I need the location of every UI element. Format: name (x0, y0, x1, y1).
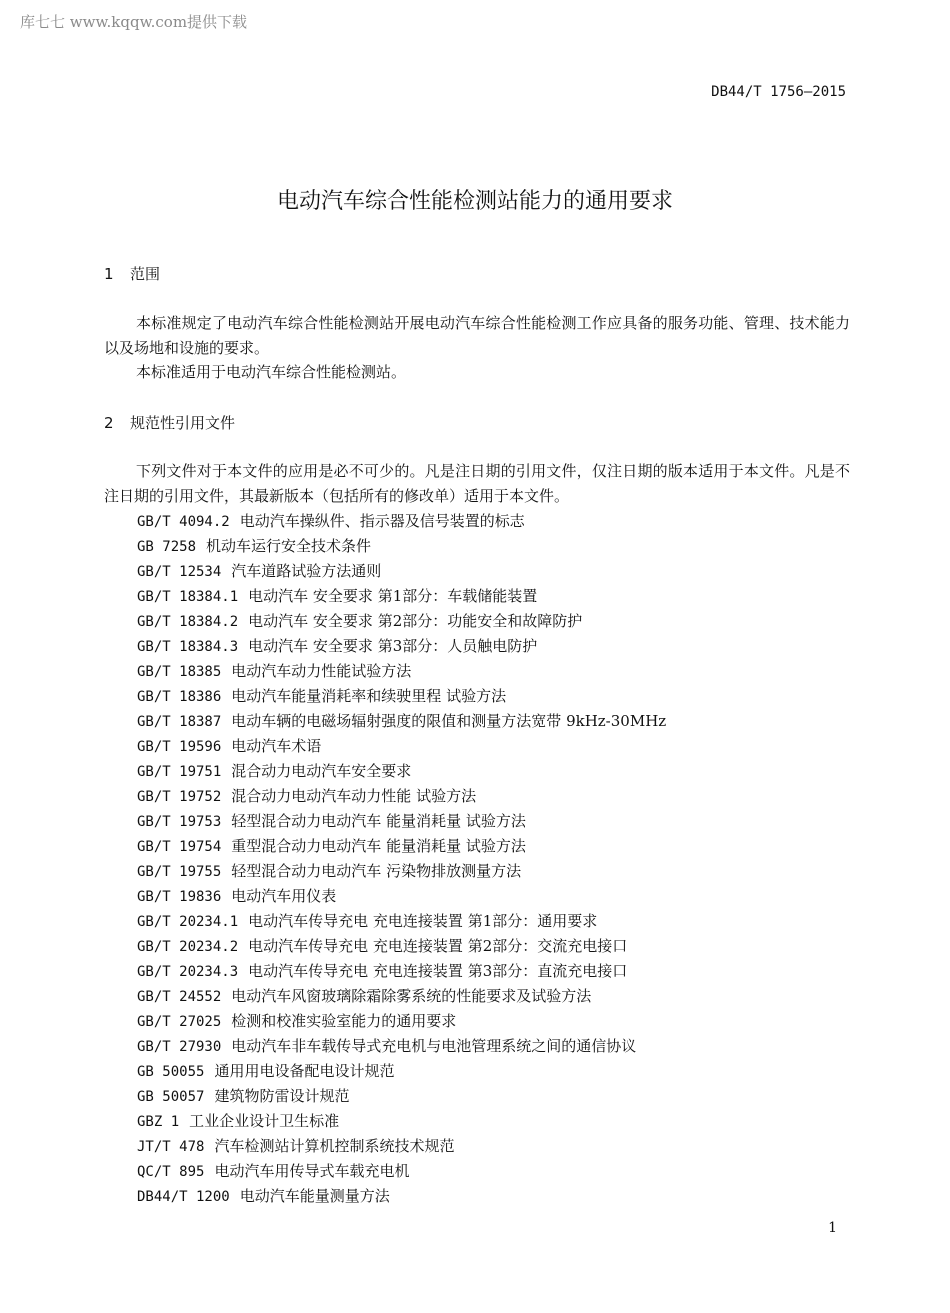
page-number: 1 (828, 1220, 837, 1236)
reference-item (137, 734, 857, 759)
reference-title: 电动汽车用传导式车载充电机 (214, 1162, 410, 1180)
reference-code: GBZ 1 (137, 1114, 180, 1130)
standard-code: DB44/T 1756—2015 (711, 84, 846, 100)
reference-item (137, 659, 857, 684)
reference-title: 电动汽车操纵件、指示器及信号装置的标志 (239, 512, 525, 530)
reference-title: 电动汽车能量消耗率和续驶里程 试验方法 (231, 687, 507, 705)
section-number: 2 (104, 414, 114, 432)
reference-code: GB/T 27930 (137, 1039, 222, 1055)
reference-title: 汽车检测站计算机控制系统技术规范 (214, 1137, 455, 1155)
section-1-paragraph-1: 本标准规定了电动汽车综合性能检测站开展电动汽车综合性能检测工作应具备的服务功能、管理、技术能力以及场地和设施的要求。 (104, 314, 850, 357)
section-title: 规范性引用文件 (130, 414, 236, 432)
reference-item (137, 684, 857, 709)
reference-code: GB/T 18384.2 (137, 614, 239, 630)
reference-title: 电动汽车能量测量方法 (239, 1187, 390, 1205)
reference-title: 通用用电设备配电设计规范 (214, 1062, 395, 1080)
reference-item (137, 884, 857, 909)
reference-item (137, 759, 857, 784)
reference-title: 检测和校准实验室能力的通用要求 (231, 1012, 457, 1030)
section-number: 1 (104, 265, 114, 283)
reference-item (137, 784, 857, 809)
reference-code: GB 7258 (137, 539, 197, 555)
reference-item (137, 1009, 857, 1034)
reference-title: 混合动力电动汽车安全要求 (231, 762, 412, 780)
reference-title: 混合动力电动汽车动力性能 试验方法 (231, 787, 477, 805)
reference-code: GB/T 19754 (137, 839, 222, 855)
section-2-paragraph-1: 下列文件对于本文件的应用是必不可少的。凡是注日期的引用文件，仅注日期的版本适用于本文件。凡是不注日期的引用文件，其最新版本（包括所有的修改单）适用于本文件。 (104, 462, 850, 505)
reference-title: 电动汽车术语 (231, 737, 322, 755)
section-2-heading (104, 412, 235, 433)
reference-title: 机动车运行安全技术条件 (206, 537, 372, 555)
reference-item (137, 1034, 857, 1059)
reference-item (137, 584, 857, 609)
reference-title: 工业企业设计卫生标准 (189, 1112, 340, 1130)
reference-code: GB/T 18387 (137, 714, 222, 730)
section-title: 范围 (130, 265, 161, 283)
reference-title: 电动汽车传导充电 充电连接装置 第2部分：交流充电接口 (248, 937, 628, 955)
reference-title: 电动汽车 安全要求 第2部分：功能安全和故障防护 (248, 612, 583, 630)
reference-item (137, 1184, 857, 1209)
reference-item (137, 709, 857, 734)
reference-item (137, 1059, 857, 1084)
reference-code: GB/T 4094.2 (137, 514, 230, 530)
reference-code: GB/T 18384.3 (137, 639, 239, 655)
reference-title: 电动汽车风窗玻璃除霜除雾系统的性能要求及试验方法 (231, 987, 592, 1005)
reference-code: GB/T 24552 (137, 989, 222, 1005)
reference-code: GB/T 27025 (137, 1014, 222, 1030)
reference-code: GB 50055 (137, 1064, 205, 1080)
reference-code: GB/T 19752 (137, 789, 222, 805)
reference-title: 电动车辆的电磁场辐射强度的限值和测量方法宽带 9kHz-30MHz (231, 712, 667, 730)
reference-code: GB/T 19836 (137, 889, 222, 905)
reference-code: GB/T 20234.3 (137, 964, 239, 980)
reference-item (137, 859, 857, 884)
reference-code: GB/T 20234.2 (137, 939, 239, 955)
reference-code: GB/T 18384.1 (137, 589, 239, 605)
reference-item (137, 609, 857, 634)
reference-code: GB/T 19596 (137, 739, 222, 755)
reference-item (137, 1084, 857, 1109)
reference-code: GB/T 19755 (137, 864, 222, 880)
reference-item (137, 1134, 857, 1159)
reference-item (137, 809, 857, 834)
reference-title: 汽车道路试验方法通则 (231, 562, 382, 580)
reference-code: GB/T 18385 (137, 664, 222, 680)
reference-code: JT/T 478 (137, 1139, 205, 1155)
reference-code: GB 50057 (137, 1089, 205, 1105)
reference-title: 轻型混合动力电动汽车 能量消耗量 试验方法 (231, 812, 526, 830)
reference-item (137, 509, 857, 534)
reference-item (137, 534, 857, 559)
reference-code: GB/T 12534 (137, 564, 222, 580)
reference-title: 电动汽车 安全要求 第3部分：人员触电防护 (248, 637, 538, 655)
reference-title: 电动汽车动力性能试验方法 (231, 662, 412, 680)
normative-reference-list (137, 509, 857, 1209)
reference-code: GB/T 18386 (137, 689, 222, 705)
reference-title: 电动汽车用仪表 (231, 887, 337, 905)
section-1-paragraph-2: 本标准适用于电动汽车综合性能检测站。 (136, 363, 407, 381)
reference-code: GB/T 19751 (137, 764, 222, 780)
reference-title: 重型混合动力电动汽车 能量消耗量 试验方法 (231, 837, 526, 855)
reference-item (137, 1109, 857, 1134)
reference-code: QC/T 895 (137, 1164, 205, 1180)
reference-item (137, 909, 857, 934)
reference-title: 轻型混合动力电动汽车 污染物排放测量方法 (231, 862, 522, 880)
reference-code: DB44/T 1200 (137, 1189, 230, 1205)
reference-title: 建筑物防雷设计规范 (214, 1087, 350, 1105)
reference-title: 电动汽车非车载传导式充电机与电池管理系统之间的通信协议 (231, 1037, 637, 1055)
reference-item (137, 934, 857, 959)
document-title: 电动汽车综合性能检测站能力的通用要求 (276, 189, 673, 214)
reference-item (137, 834, 857, 859)
reference-title: 电动汽车 安全要求 第1部分：车载储能装置 (248, 587, 538, 605)
reference-code: GB/T 19753 (137, 814, 222, 830)
section-1-heading (104, 263, 160, 284)
reference-code: GB/T 20234.1 (137, 914, 239, 930)
reference-title: 电动汽车传导充电 充电连接装置 第1部分：通用要求 (248, 912, 598, 930)
reference-item (137, 559, 857, 584)
reference-title: 电动汽车传导充电 充电连接装置 第3部分：直流充电接口 (248, 962, 628, 980)
reference-item (137, 984, 857, 1009)
reference-item (137, 959, 857, 984)
reference-item (137, 1159, 857, 1184)
reference-item (137, 634, 857, 659)
watermark-text: 库七七 www.kqqw.com提供下载 (20, 13, 248, 31)
